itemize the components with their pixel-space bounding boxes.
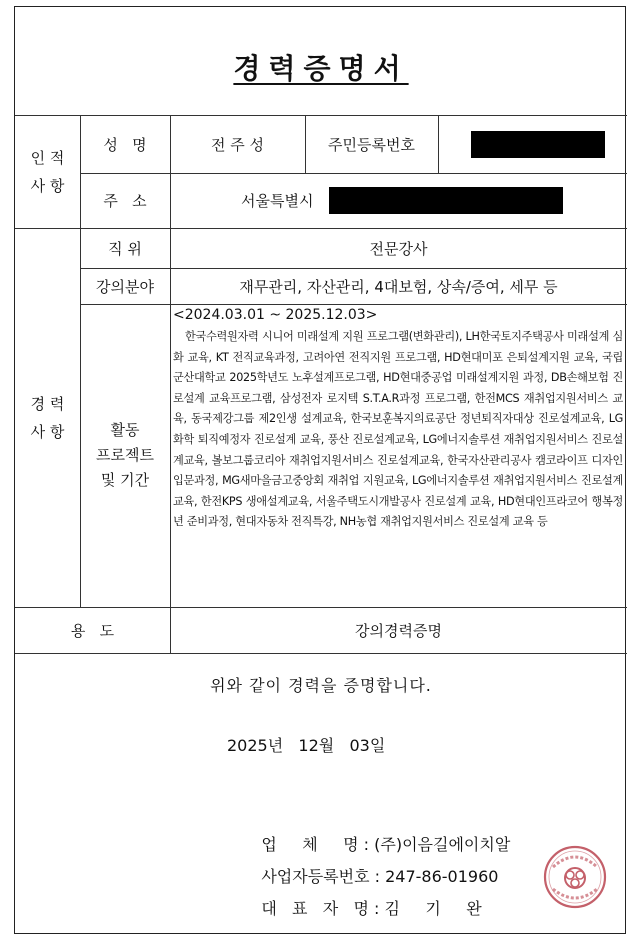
address-redaction <box>329 187 563 214</box>
name-value: 전 주 성 <box>210 135 264 154</box>
ceo-name: 김 기 완 <box>384 899 482 918</box>
divider <box>438 115 439 173</box>
name-label: 성 명 <box>103 135 147 154</box>
rrn-label: 주민등록번호 <box>328 135 415 154</box>
regno-value: 247-86-01960 <box>385 867 499 886</box>
ceo-row <box>241 877 482 938</box>
usage-label: 용 도 <box>70 621 115 640</box>
projects-list: 한국수력원자력 시니어 미래설계 지원 프로그램(변화관리), LH한국토지주택공사 미래설계 심화 교육, KT 전직교육과정, 고려아연 전직지원 프로그램, HD현대미포 은퇴설계지원 교육, 국립군산대학교 2025학년도 노후설계프로그램, HD현대중공업 미래설계지원 과정, DB손해보험 진로설계 교육프로그램, 삼성전자 로지텍 S.T.A.R과정 프로그램, 한전MCS 재취업지원서비스 교육, 동국제강그룹 제2인생 설계교육, 한국보훈복지의료공단 정년퇴직자대상 진로설계교육, LG화학 퇴직예정자 진로설계 교육, 풍산 진로설계교육, LG에너지솔루션 재취업지원서비스 진로설계교육, 볼보그룹코리아 재취업지원서비스 진로설계교육, 한국자산관리공사 캠코라이프 디자인 입문과정, MG새마을금고중앙회 재취업 지원교육, LG에너지솔루션 재취업지원서비스 진로설계교육, 한전KPS 생애설계교육, 서울주택도시개발공사 진로설계 교육, HD현대인프라코어 행복정년 준비과정, 현대자동차 전직특강, NH농협 재취업지원서비스 진로설계 교육 등 <box>173 330 623 529</box>
address-value: 서울특별시 <box>241 192 314 210</box>
position-value: 전문강사 <box>369 239 428 258</box>
field-label: 강의분야 <box>96 277 154 296</box>
position-label: 직 위 <box>108 239 142 258</box>
regno-label: 사업자등록번호 : <box>261 867 386 886</box>
company-seal-icon <box>543 845 607 909</box>
career-section-label: 경 력 사 항 <box>30 394 65 441</box>
field-value: 재무관리, 자산관리, 4대보험, 상속/증여, 세무 등 <box>239 277 558 296</box>
certify-statement: 위와 같이 경력을 증명합니다. <box>210 676 432 695</box>
issue-date: 2025년 12월 03일 <box>227 736 386 755</box>
company-label: 업 체 명 : <box>261 835 375 854</box>
usage-value: 강의경력증명 <box>355 621 442 640</box>
personal-section-label: 인 적 사 항 <box>30 148 65 195</box>
certificate-document <box>14 6 626 934</box>
divider <box>170 115 171 653</box>
career-period: <2024.03.01 ~ 2025.12.03> <box>173 307 378 323</box>
address-label: 주 소 <box>103 192 147 210</box>
ceo-label: 대 표 자 명 : <box>261 899 385 918</box>
document-title: 경력증명서 <box>233 52 409 85</box>
divider <box>15 653 627 654</box>
activity-label: 활동 프로젝트 및 기간 <box>96 421 154 489</box>
rrn-redaction <box>471 131 605 158</box>
company-name: (주)이음길에이치알 <box>374 835 511 854</box>
